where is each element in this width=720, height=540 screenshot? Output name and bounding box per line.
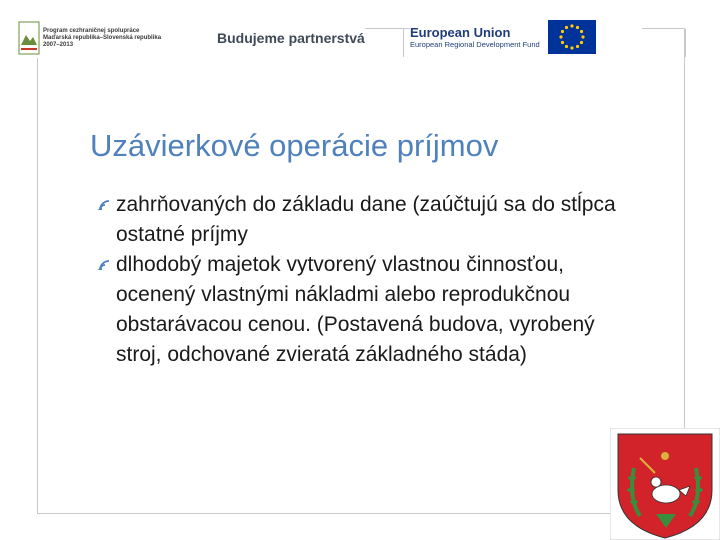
bullet-list (94, 190, 634, 370)
eu-star (581, 35, 584, 38)
slide-title: Uzávierkové operácie príjmov (90, 128, 499, 163)
eu-flag-icon (548, 20, 596, 54)
eu-star (576, 45, 579, 48)
bullet-text: zahrňovaných do základu dane (zaúčtujú sa do stĺpca ostatné príjmy (116, 193, 616, 246)
eu-star (570, 46, 573, 49)
eu-star (565, 45, 568, 48)
bullet-item (94, 250, 634, 370)
bullet-item (94, 190, 634, 250)
eu-star (561, 30, 564, 33)
eu-title: European Union (410, 24, 511, 40)
program-line-2: Maďarská republika–Slovenská republika (43, 34, 162, 41)
signal-bullet-icon (96, 259, 113, 271)
program-line-1: Program cezhraničnej spolupráce (43, 27, 140, 34)
eu-subtitle: European Regional Development Fund (410, 39, 540, 49)
eu-logo (410, 20, 642, 54)
program-logo (18, 21, 193, 55)
signal-bullet-icon (96, 199, 113, 211)
eu-star (580, 30, 583, 33)
program-line-3: 2007–2013 (43, 41, 74, 48)
header-logos (18, 18, 365, 58)
eu-star (570, 24, 573, 27)
eu-star (559, 35, 562, 38)
program-logo-icon (18, 21, 40, 55)
eu-star (561, 41, 564, 44)
eu-star (565, 26, 568, 29)
municipal-crest-icon (610, 428, 720, 540)
eu-star (576, 26, 579, 29)
bullet-text: dlhodobý majetok vytvorený vlastnou činnosťou, ocenený vlastnými nákladmi alebo reprodukčnou obstarávacou cenou. (Postavená budova, vyrobený stroj, odchované zvieratá základného stáda) (116, 253, 595, 366)
eu-star (580, 41, 583, 44)
program-logo-text (43, 28, 193, 49)
partnership-title: Budujeme partnerstvá (217, 30, 365, 46)
eu-text (410, 25, 540, 50)
